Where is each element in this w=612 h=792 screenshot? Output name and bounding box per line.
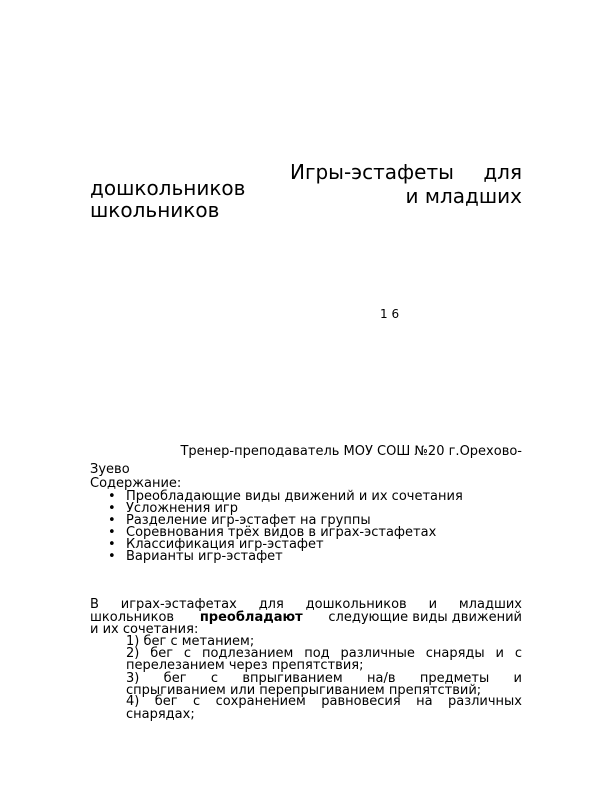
intro-pre: школьников bbox=[90, 610, 175, 625]
contents-list bbox=[90, 491, 530, 563]
list-item-3-line-1: 3) бег с впрыгиванием на/в предметы и bbox=[126, 671, 522, 686]
contents-item: • Преобладающие виды движений и их сочетания bbox=[90, 491, 530, 503]
list-item-2-line-1: 2) бег с подлезанием под различные снаряды и с bbox=[126, 646, 522, 661]
list-item-4-line-2: снарядах; bbox=[126, 707, 195, 722]
title-line-2: и младших bbox=[405, 184, 522, 208]
title-clipped-fragment: дошкольников bbox=[90, 176, 246, 200]
list-item-2-line-2: перелезанием через препятствия; bbox=[126, 658, 364, 673]
intro-bold: преобладают bbox=[199, 610, 303, 625]
contents-item: • Разделение игр-эстафет на группы bbox=[90, 515, 530, 527]
contents-item: • Классификация игр-эстафет bbox=[90, 539, 530, 551]
title-fragment: 1 6 bbox=[380, 307, 400, 321]
contents-item: • Усложнения игр bbox=[90, 503, 530, 515]
author-line-2: Зуево bbox=[90, 462, 130, 477]
intro-post: следующие виды движений bbox=[328, 610, 522, 625]
author-line-1: Тренер-преподаватель МОУ СОШ №20 г.Орехово- bbox=[180, 444, 522, 459]
title-line-1: Игры-эстафеты для bbox=[290, 160, 522, 184]
title-line-3: школьников bbox=[90, 198, 220, 222]
contents-heading: Содержание: bbox=[90, 476, 182, 491]
list-item-3-line-2: спрыгиванием или перепрыгиванием препятствий; bbox=[126, 683, 482, 698]
intro-line-1: В играх-эстафетах для дошкольников и младших bbox=[90, 597, 522, 612]
list-item-1: 1) бег с метанием; bbox=[126, 634, 255, 649]
intro-line-3: и их сочетания: bbox=[90, 622, 199, 637]
contents-item: • Варианты игр-эстафет bbox=[90, 551, 530, 563]
list-item-4-line-1: 4) бег с сохранением равновесия на различных bbox=[126, 694, 522, 709]
contents-item: • Соревнования трёх видов в играх-эстафетах bbox=[90, 527, 530, 539]
